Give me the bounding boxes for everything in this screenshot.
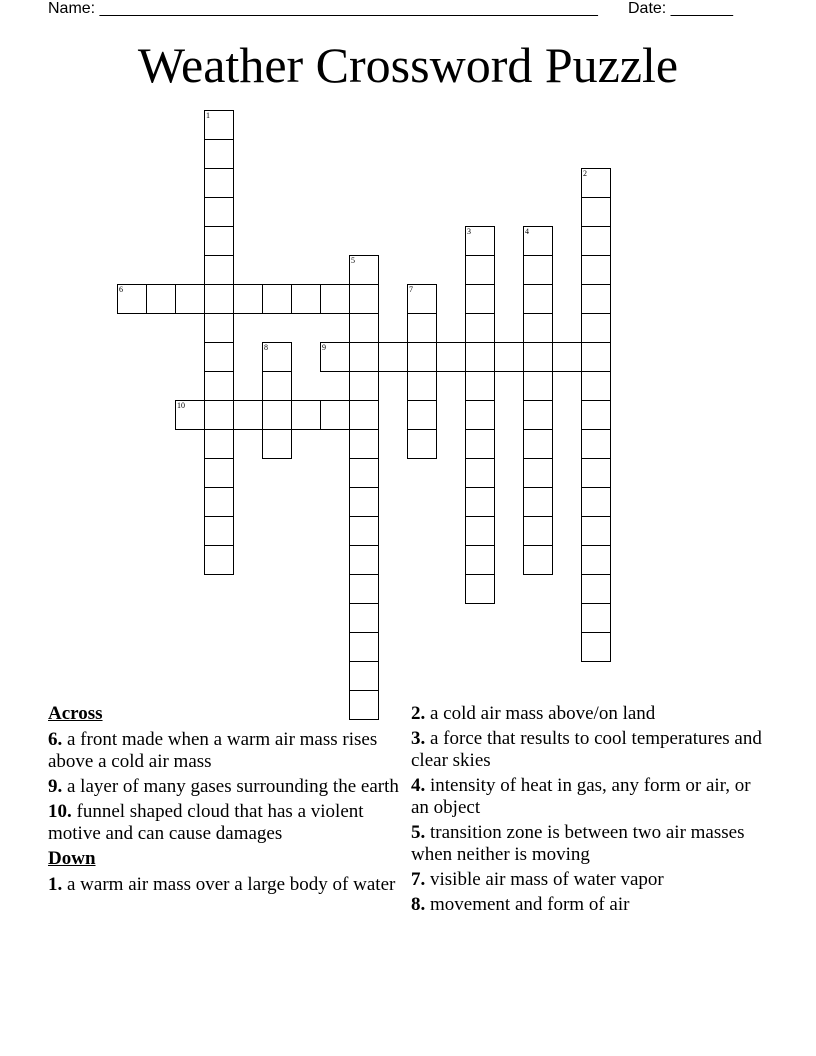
grid-cell[interactable] bbox=[465, 400, 495, 430]
clue-down-8 bbox=[411, 894, 771, 916]
grid-cell[interactable] bbox=[552, 342, 582, 372]
grid-cell[interactable] bbox=[523, 255, 553, 285]
grid-cell[interactable] bbox=[581, 342, 611, 372]
grid-cell[interactable] bbox=[233, 400, 263, 430]
grid-cell[interactable] bbox=[262, 284, 292, 314]
grid-cell[interactable] bbox=[581, 168, 611, 198]
clue-down-4 bbox=[411, 775, 771, 819]
grid-cell[interactable] bbox=[523, 226, 553, 256]
grid-cell[interactable] bbox=[523, 487, 553, 517]
clue-down-5 bbox=[411, 822, 771, 866]
clue-number: 9. bbox=[48, 776, 63, 797]
clue-text: a layer of many gases surrounding the earth bbox=[67, 776, 399, 797]
grid-cell[interactable] bbox=[465, 574, 495, 604]
grid-cell[interactable] bbox=[407, 371, 437, 401]
grid-cell[interactable] bbox=[523, 342, 553, 372]
page-title: Weather Crossword Puzzle bbox=[137, 37, 679, 93]
grid-cell[interactable] bbox=[465, 371, 495, 401]
grid-cell[interactable] bbox=[262, 342, 292, 372]
grid-cell[interactable] bbox=[407, 342, 437, 372]
cell-number: 4 bbox=[525, 227, 529, 236]
clue-number: 4. bbox=[411, 775, 426, 796]
grid-cell[interactable] bbox=[349, 400, 379, 430]
grid-cell[interactable] bbox=[581, 197, 611, 227]
grid-cell[interactable] bbox=[204, 516, 234, 546]
clue-text: transition zone is between two air masses when neither is moving bbox=[411, 822, 745, 865]
grid-cell[interactable] bbox=[291, 284, 321, 314]
clue-number: 5. bbox=[411, 822, 426, 843]
grid-cell[interactable] bbox=[581, 574, 611, 604]
grid-cell[interactable] bbox=[465, 516, 495, 546]
grid-cell[interactable] bbox=[581, 487, 611, 517]
clue-down-2 bbox=[411, 703, 771, 725]
grid-cell[interactable] bbox=[581, 255, 611, 285]
grid-cell[interactable] bbox=[262, 429, 292, 459]
clues-left-column bbox=[48, 703, 408, 899]
clue-text: a force that results to cool temperatures and clear skies bbox=[411, 728, 762, 771]
grid-cell[interactable] bbox=[233, 284, 263, 314]
grid-cell[interactable] bbox=[204, 458, 234, 488]
cell-number: 5 bbox=[351, 256, 355, 265]
across-heading: Across bbox=[48, 703, 103, 724]
clue-text: funnel shaped cloud that has a violent motive and can cause damages bbox=[48, 801, 364, 844]
grid-cell[interactable] bbox=[465, 487, 495, 517]
grid-cell[interactable] bbox=[465, 313, 495, 343]
clue-down-3 bbox=[411, 728, 771, 772]
grid-cell[interactable] bbox=[465, 545, 495, 575]
grid-cell[interactable] bbox=[349, 574, 379, 604]
cell-number: 1 bbox=[206, 111, 210, 120]
grid-cell[interactable] bbox=[465, 458, 495, 488]
grid-cell[interactable] bbox=[320, 342, 350, 372]
clue-text: a front made when a warm air mass rises above a cold air mass bbox=[48, 729, 378, 772]
grid-cell[interactable] bbox=[204, 255, 234, 285]
grid-cell[interactable] bbox=[320, 400, 350, 430]
clue-text: a warm air mass over a large body of water bbox=[67, 874, 396, 895]
down-heading: Down bbox=[48, 848, 96, 869]
name-blank[interactable]: ________________________________________________________ bbox=[99, 0, 598, 17]
grid-cell[interactable] bbox=[204, 197, 234, 227]
cell-number: 8 bbox=[264, 343, 268, 352]
grid-cell[interactable] bbox=[581, 284, 611, 314]
grid-cell[interactable] bbox=[349, 255, 379, 285]
grid-cell[interactable] bbox=[349, 371, 379, 401]
grid-cell[interactable] bbox=[407, 313, 437, 343]
grid-cell[interactable] bbox=[349, 429, 379, 459]
clue-number: 7. bbox=[411, 869, 426, 890]
clue-number: 6. bbox=[48, 729, 63, 750]
grid-cell[interactable] bbox=[523, 429, 553, 459]
grid-cell[interactable] bbox=[581, 313, 611, 343]
grid-cell[interactable] bbox=[349, 516, 379, 546]
clue-down-1 bbox=[48, 874, 408, 896]
grid-cell[interactable] bbox=[204, 110, 234, 140]
grid-cell[interactable] bbox=[494, 342, 524, 372]
clue-text: movement and form of air bbox=[430, 894, 630, 915]
clue-number: 10. bbox=[48, 801, 72, 822]
clue-number: 2. bbox=[411, 703, 426, 724]
grid-cell[interactable] bbox=[175, 284, 205, 314]
grid-cell[interactable] bbox=[581, 545, 611, 575]
grid-cell[interactable] bbox=[465, 429, 495, 459]
cell-number: 2 bbox=[583, 169, 587, 178]
grid-cell[interactable] bbox=[262, 400, 292, 430]
grid-cell[interactable] bbox=[581, 371, 611, 401]
grid-cell[interactable] bbox=[349, 458, 379, 488]
grid-cell[interactable] bbox=[523, 545, 553, 575]
name-label: Name: bbox=[48, 0, 96, 17]
clue-across-10 bbox=[48, 801, 408, 845]
grid-cell[interactable] bbox=[349, 545, 379, 575]
grid-cell[interactable] bbox=[204, 342, 234, 372]
grid-cell[interactable] bbox=[581, 226, 611, 256]
clue-number: 1. bbox=[48, 874, 63, 895]
clue-number: 8. bbox=[411, 894, 426, 915]
cell-number: 3 bbox=[467, 227, 471, 236]
clue-across-6 bbox=[48, 729, 408, 773]
grid-cell[interactable] bbox=[204, 139, 234, 169]
grid-cell[interactable] bbox=[204, 284, 234, 314]
grid-cell[interactable] bbox=[349, 603, 379, 633]
clue-across-9 bbox=[48, 776, 408, 798]
grid-cell[interactable] bbox=[204, 168, 234, 198]
grid-cell[interactable] bbox=[465, 226, 495, 256]
grid-cell[interactable] bbox=[465, 255, 495, 285]
grid-cell[interactable] bbox=[523, 516, 553, 546]
grid-cell[interactable] bbox=[349, 487, 379, 517]
grid-cell[interactable] bbox=[262, 371, 292, 401]
grid-cell[interactable] bbox=[320, 284, 350, 314]
grid-cell[interactable] bbox=[117, 284, 147, 314]
grid-cell[interactable] bbox=[204, 226, 234, 256]
grid-cell[interactable] bbox=[407, 400, 437, 430]
grid-cell[interactable] bbox=[523, 313, 553, 343]
clue-number: 3. bbox=[411, 728, 426, 749]
grid-cell[interactable] bbox=[436, 342, 466, 372]
grid-cell[interactable] bbox=[407, 429, 437, 459]
grid-cell[interactable] bbox=[146, 284, 176, 314]
cell-number: 7 bbox=[409, 285, 413, 294]
cell-number: 6 bbox=[119, 285, 123, 294]
clue-text: visible air mass of water vapor bbox=[430, 869, 664, 890]
cell-number: 10 bbox=[177, 401, 185, 410]
clue-text: a cold air mass above/on land bbox=[430, 703, 656, 724]
grid-cell[interactable] bbox=[204, 371, 234, 401]
clue-text: intensity of heat in gas, any form or air, or an object bbox=[411, 775, 751, 818]
grid-cell[interactable] bbox=[523, 400, 553, 430]
grid-cell[interactable] bbox=[581, 632, 611, 662]
grid-cell[interactable] bbox=[465, 342, 495, 372]
clue-down-7 bbox=[411, 869, 771, 891]
grid-cell[interactable] bbox=[581, 516, 611, 546]
grid-cell[interactable] bbox=[349, 632, 379, 662]
grid-cell[interactable] bbox=[581, 603, 611, 633]
grid-cell[interactable] bbox=[204, 313, 234, 343]
date-blank[interactable]: _______ bbox=[670, 0, 733, 17]
grid-cell[interactable] bbox=[581, 429, 611, 459]
grid-cell[interactable] bbox=[291, 400, 321, 430]
grid-cell[interactable] bbox=[581, 400, 611, 430]
grid-cell[interactable] bbox=[523, 458, 553, 488]
grid-cell[interactable] bbox=[204, 545, 234, 575]
grid-cell[interactable] bbox=[378, 342, 408, 372]
clues-right-column bbox=[411, 703, 771, 919]
grid-cell[interactable] bbox=[349, 342, 379, 372]
grid-cell[interactable] bbox=[349, 661, 379, 691]
grid-cell[interactable] bbox=[581, 458, 611, 488]
grid-cell[interactable] bbox=[204, 400, 234, 430]
grid-cell[interactable] bbox=[523, 284, 553, 314]
cell-number: 9 bbox=[322, 343, 326, 352]
grid-cell[interactable] bbox=[407, 284, 437, 314]
grid-cell[interactable] bbox=[349, 284, 379, 314]
grid-cell[interactable] bbox=[465, 284, 495, 314]
grid-cell[interactable] bbox=[204, 487, 234, 517]
grid-cell[interactable] bbox=[204, 429, 234, 459]
grid-cell[interactable] bbox=[523, 371, 553, 401]
grid-cell[interactable] bbox=[175, 400, 205, 430]
date-label: Date: bbox=[628, 0, 667, 17]
grid-cell[interactable] bbox=[349, 313, 379, 343]
